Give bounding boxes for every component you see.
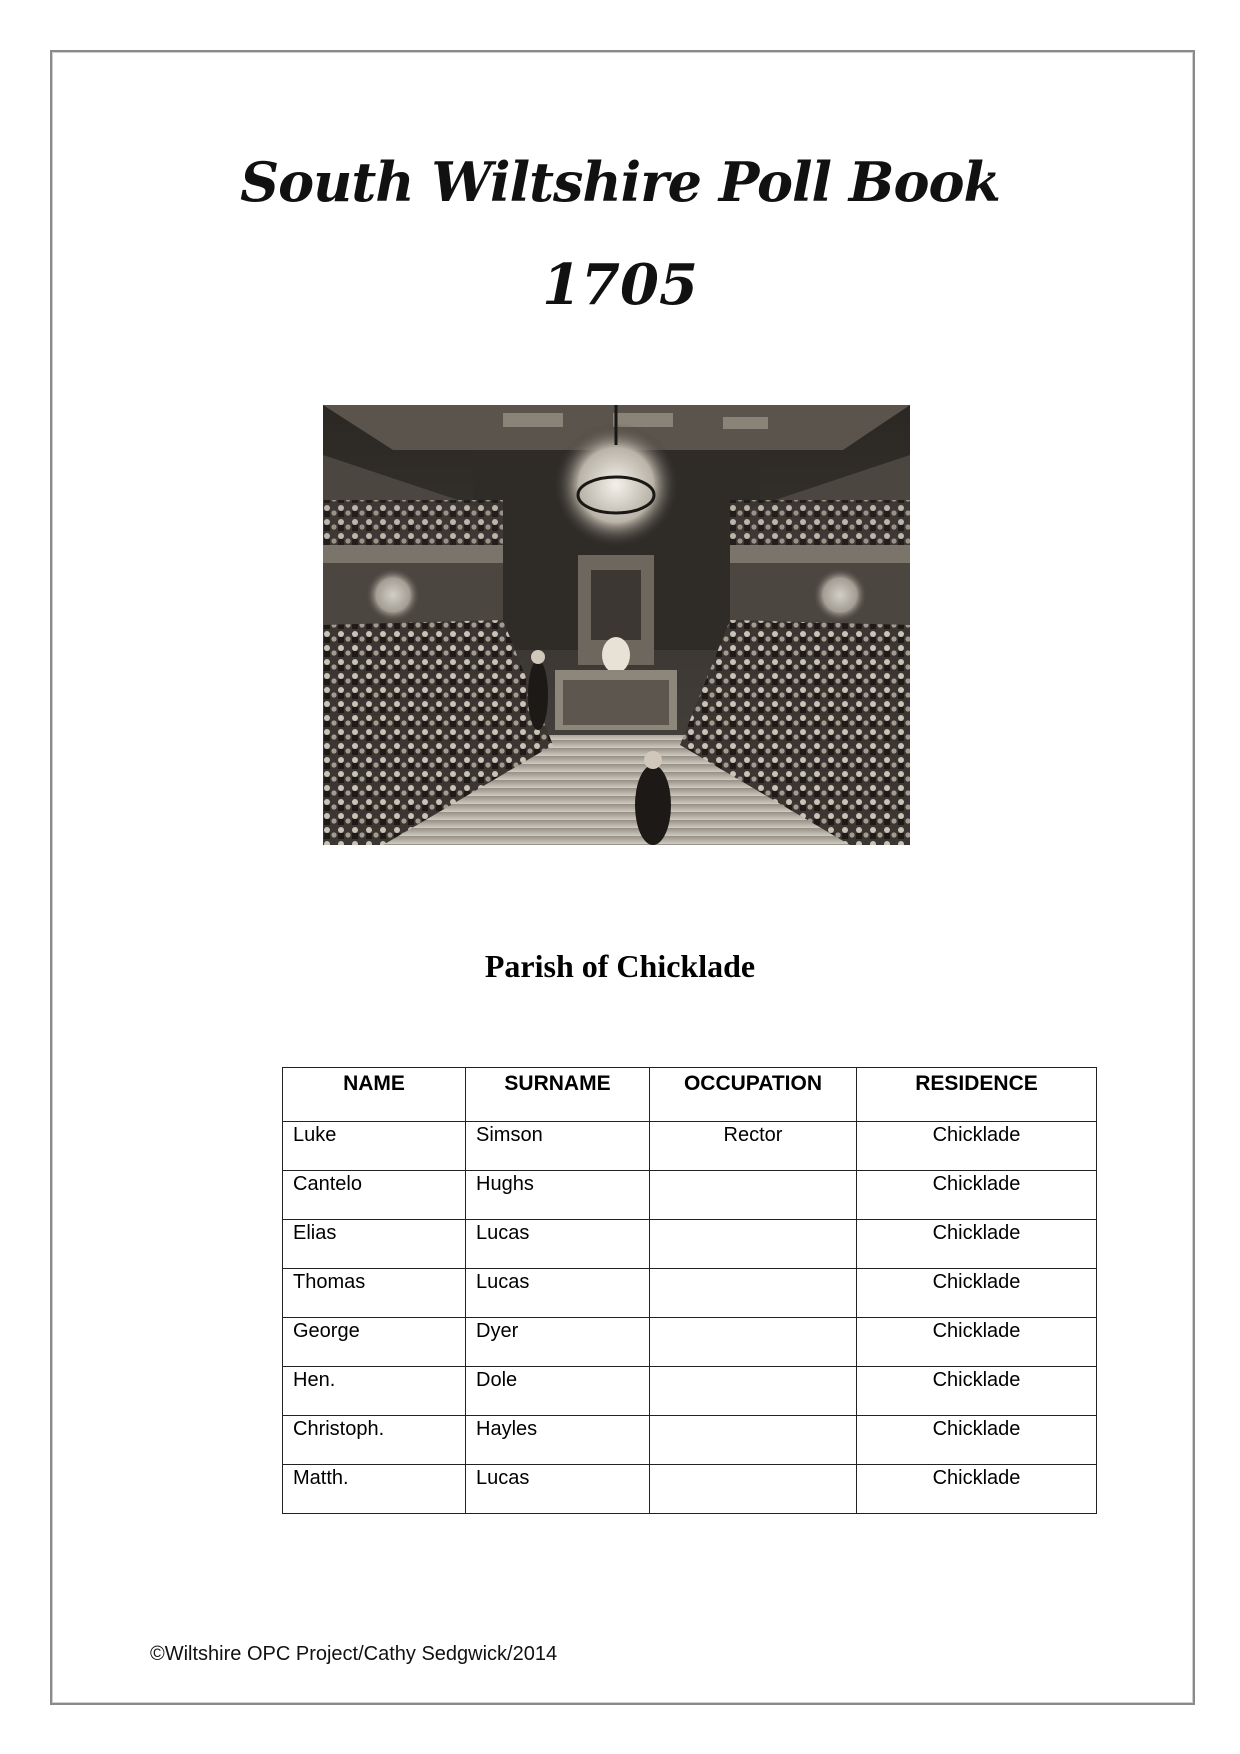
header-residence: RESIDENCE xyxy=(857,1068,1097,1122)
table-row xyxy=(283,1122,1097,1171)
cell-name: George xyxy=(283,1318,466,1367)
table-row xyxy=(283,1269,1097,1318)
parish-heading: Parish of Chicklade xyxy=(484,948,756,984)
cell-name: Thomas xyxy=(283,1269,466,1318)
cell-occupation xyxy=(650,1416,857,1465)
table-header-row xyxy=(283,1068,1097,1122)
header-occupation: OCCUPATION xyxy=(650,1068,857,1122)
cell-occupation xyxy=(650,1269,857,1318)
table-row xyxy=(283,1367,1097,1416)
cell-surname: Lucas xyxy=(466,1465,650,1514)
cell-occupation xyxy=(650,1367,857,1416)
cell-surname: Dyer xyxy=(466,1318,650,1367)
house-of-commons-engraving xyxy=(323,405,910,845)
cell-surname: Hughs xyxy=(466,1171,650,1220)
cell-residence: Chicklade xyxy=(857,1367,1097,1416)
cell-residence: Chicklade xyxy=(857,1465,1097,1514)
cell-residence: Chicklade xyxy=(857,1318,1097,1367)
cell-occupation xyxy=(650,1220,857,1269)
cell-residence: Chicklade xyxy=(857,1269,1097,1318)
document-year: 1705 xyxy=(542,252,698,318)
cell-name: Hen. xyxy=(283,1367,466,1416)
cell-occupation: Rector xyxy=(650,1122,857,1171)
header-name: NAME xyxy=(283,1068,466,1122)
header-surname: SURNAME xyxy=(466,1068,650,1122)
cell-surname: Lucas xyxy=(466,1269,650,1318)
cell-residence: Chicklade xyxy=(857,1171,1097,1220)
cell-surname: Hayles xyxy=(466,1416,650,1465)
table-row xyxy=(283,1318,1097,1367)
cell-surname: Dole xyxy=(466,1367,650,1416)
table-row xyxy=(283,1416,1097,1465)
cell-name: Christoph. xyxy=(283,1416,466,1465)
cell-occupation xyxy=(650,1318,857,1367)
cell-name: Elias xyxy=(283,1220,466,1269)
table-row xyxy=(283,1171,1097,1220)
table-row xyxy=(283,1220,1097,1269)
cell-residence: Chicklade xyxy=(857,1220,1097,1269)
cell-occupation xyxy=(650,1171,857,1220)
cell-residence: Chicklade xyxy=(857,1416,1097,1465)
copyright-footer: ©Wiltshire OPC Project/Cathy Sedgwick/2014 xyxy=(150,1643,558,1665)
cell-surname: Simson xyxy=(466,1122,650,1171)
table-row xyxy=(283,1465,1097,1514)
cell-residence: Chicklade xyxy=(857,1122,1097,1171)
cell-surname: Lucas xyxy=(466,1220,650,1269)
document-title: South Wiltshire Poll Book xyxy=(240,150,1000,214)
poll-table xyxy=(282,1067,1097,1514)
cell-name: Luke xyxy=(283,1122,466,1171)
cell-name: Matth. xyxy=(283,1465,466,1514)
cell-occupation xyxy=(650,1465,857,1514)
cell-name: Cantelo xyxy=(283,1171,466,1220)
